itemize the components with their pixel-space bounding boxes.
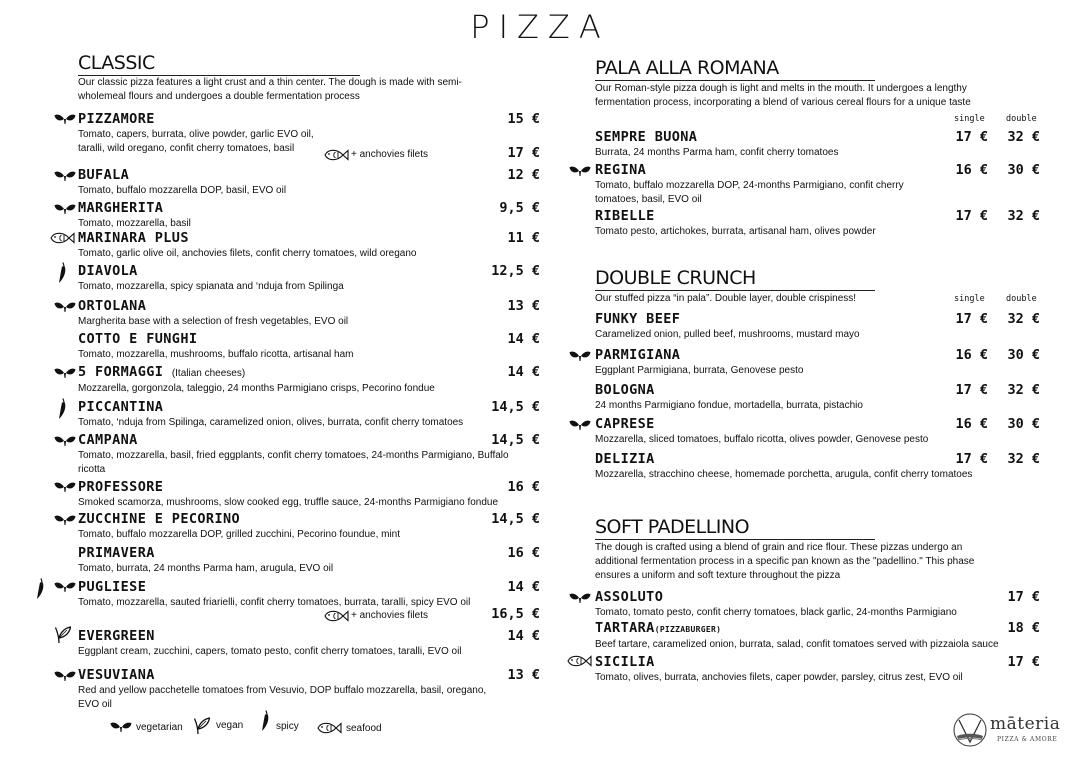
vegetarian-icon	[569, 592, 591, 604]
vegetarian-icon	[569, 350, 591, 362]
item-ingredients: Tomato, ‘nduja from Spilinga, caramelized onion, olives, burrata, confit cherry tomatoes	[78, 417, 464, 428]
item-name: PIZZAMORE	[78, 111, 155, 127]
brand-logo	[952, 712, 1067, 748]
vegetarian-icon	[54, 435, 76, 447]
legend-spicy: spicy	[276, 721, 299, 732]
item-ingredients: Caramelized onion, pulled beef, mushrooms, mustard mayo	[595, 329, 860, 340]
item-name: PRIMAVERA	[78, 545, 155, 561]
classic-section-title: CLASSIC	[78, 52, 155, 74]
seafood-icon	[323, 609, 349, 623]
padellino-section-desc: The dough is crafted using a blend of grain and rice flour. These pizzas undergo an additional fermentation process in a specific pan known as the "padellino." This phase ensures a uniform and soft texture throughout the pizza	[595, 542, 975, 581]
item-ingredients: Margherita base with a selection of fresh vegetables, EVO oil	[78, 316, 349, 327]
menu-item-bologna	[595, 382, 935, 413]
item-name: BUFALA	[78, 167, 130, 183]
vegetarian-icon	[54, 481, 76, 493]
seafood-icon	[49, 231, 75, 245]
item-name: TARTARA	[595, 620, 655, 636]
item-price-double: 32 €	[1007, 382, 1040, 398]
legend-vegan: vegan	[216, 720, 244, 731]
item-price: 12 €	[507, 167, 540, 183]
menu-item-marinara-plus	[78, 230, 498, 261]
vegetarian-icon	[110, 721, 132, 733]
logo-emblem-icon	[952, 712, 988, 748]
item-price-single: 16 €	[955, 347, 988, 363]
item-price-double: 32 €	[1007, 311, 1040, 327]
item-name: VESUVIANA	[78, 667, 155, 683]
spicy-icon	[261, 710, 271, 732]
menu-item-regina	[595, 162, 925, 207]
crunch-section-desc: Our stuffed pizza “in pala”. Double layer, double crispiness!	[595, 293, 857, 304]
vegetarian-icon	[54, 301, 76, 313]
item-price-double: 32 €	[1007, 451, 1040, 467]
item-ingredients: Tomato, mozzarella, basil, fried eggplants, confit cherry tomatoes, 24-months Parmigiano, Buffalo ricotta	[78, 450, 509, 475]
padellino-section-title: SOFT PADELLINO	[595, 516, 750, 538]
item-ingredients: Tomato, buffalo mozzarella DOP, basil, EVO oil	[78, 185, 287, 196]
item-name: FUNKY BEEF	[595, 311, 681, 327]
item-price-single: 17 €	[955, 382, 988, 398]
classic-section-desc: Our classic pizza features a light crust and a thin center. The dough is made with semi-wholemeal flours and undergoes a double fermentation process	[78, 77, 462, 102]
item-price: 14,5 €	[491, 511, 540, 527]
item-ingredients: Beef tartare, caramelized onion, burrata, salad, confit tomatoes served with pizzaiola sauce	[595, 639, 999, 650]
item-name: BOLOGNA	[595, 382, 655, 398]
padellino-title-underline	[595, 539, 875, 540]
item-extra: + anchovies filets	[351, 610, 428, 621]
item-name: DIAVOLA	[78, 263, 138, 279]
item-price: 16 €	[507, 479, 540, 495]
item-price: 17 €	[1007, 654, 1040, 670]
item-ingredients: Red and yellow pacchetelle tomatoes from Vesuvio, DOP buffalo mozzarella, basil, oregano, EVO oil	[78, 685, 487, 710]
legend-vegetarian: vegetarian	[136, 722, 183, 733]
item-price: 14 €	[507, 364, 540, 380]
item-ingredients: Tomato pesto, artichokes, burrata, artisanal ham, olives powder	[595, 226, 876, 237]
vegetarian-icon	[54, 514, 76, 526]
item-name: SEMPRE BUONA	[595, 129, 698, 145]
item-price: 13 €	[507, 298, 540, 314]
crunch-section-title: DOUBLE CRUNCH	[595, 267, 756, 289]
item-price: 17 €	[1007, 589, 1040, 605]
menu-item-bufala	[78, 167, 498, 198]
col-head-single: single	[954, 294, 985, 304]
item-name: REGINA	[595, 162, 647, 178]
item-price: 16 €	[507, 545, 540, 561]
item-ingredients: Burrata, 24 months Parma ham, confit cherry tomatoes	[595, 147, 839, 158]
item-name: SICILIA	[595, 654, 655, 670]
item-name: COTTO E FUNGHI	[78, 331, 198, 347]
item-price: 15 €	[507, 111, 540, 127]
menu-item-sempre-buona	[595, 129, 935, 160]
crunch-title-underline	[595, 290, 875, 291]
item-price-double: 30 €	[1007, 347, 1040, 363]
spicy-icon	[58, 398, 68, 420]
item-price-single: 17 €	[955, 129, 988, 145]
item-price-single: 17 €	[955, 311, 988, 327]
menu-item-parmigiana	[595, 347, 935, 378]
menu-item-ribelle	[595, 208, 935, 239]
item-name: CAMPANA	[78, 432, 138, 448]
item-name: ORTOLANA	[78, 298, 147, 314]
item-ingredients: Eggplant Parmigiana, burrata, Genovese pesto	[595, 365, 804, 376]
item-name: PARMIGIANA	[595, 347, 681, 363]
item-price-double: 30 €	[1007, 416, 1040, 432]
seafood-icon	[323, 148, 349, 162]
vegan-icon	[55, 626, 71, 644]
romana-title-underline	[595, 80, 875, 81]
item-price: 9,5 €	[499, 200, 540, 216]
item-extra-price: 17 €	[507, 145, 540, 161]
icon-legend	[108, 716, 408, 740]
col-head-single: single	[954, 114, 985, 124]
item-name-note: (PIZZABURGER)	[654, 625, 722, 634]
item-price-single: 17 €	[955, 451, 988, 467]
item-ingredients: Tomato, capers, burrata, olive powder, garlic EVO oil, taralli, wild oregano, confit cherry tomatoes, basil	[78, 129, 314, 154]
menu-item-5-formaggi	[78, 364, 498, 396]
menu-item-ortolana	[78, 298, 498, 329]
item-ingredients: Tomato, mozzarella, basil	[78, 218, 191, 229]
menu-item-sicilia	[595, 654, 995, 685]
item-name-note: (Italian cheeses)	[171, 368, 246, 379]
spicy-icon	[36, 578, 46, 600]
item-ingredients: Mozzarella, stracchino cheese, homemade porchetta, arugula, confit cherry tomatoes	[595, 469, 973, 480]
col-head-double: double	[1006, 114, 1037, 124]
item-price: 11 €	[507, 230, 540, 246]
item-ingredients: Tomato, garlic olive oil, anchovies filets, confit cherry tomatoes, wild oregano	[78, 248, 417, 259]
item-ingredients: Eggplant cream, zucchini, capers, tomato pesto, confit cherry tomatoes, taralli, EVO oil	[78, 646, 462, 657]
item-name: DELIZIA	[595, 451, 655, 467]
item-ingredients: Mozzarella, sliced tomatoes, buffalo ricotta, olives powder, Genovese pesto	[595, 434, 929, 445]
menu-item-zucchine-e-pecorino	[78, 511, 498, 542]
vegetarian-icon	[54, 203, 76, 215]
item-ingredients: Tomato, tomato pesto, confit cherry tomatoes, black garlic, 24-months Parmigiano	[595, 607, 957, 618]
item-name: RIBELLE	[595, 208, 655, 224]
item-ingredients: 24 months Parmigiano fondue, mortadella, burrata, pistachio	[595, 400, 863, 411]
menu-item-tartara	[595, 620, 1025, 652]
vegetarian-icon	[569, 165, 591, 177]
item-price: 18 €	[1007, 620, 1040, 636]
menu-item-campana	[78, 432, 528, 477]
item-name: CAPRESE	[595, 416, 655, 432]
menu-item-evergreen	[78, 628, 498, 659]
menu-item-pugliese	[78, 579, 498, 610]
item-ingredients: Tomato, buffalo mozzarella DOP, 24-months Parmigiano, confit cherry tomatoes, basil, EVO oil	[595, 180, 904, 205]
item-name: PICCANTINA	[78, 399, 164, 415]
menu-item-diavola	[78, 263, 498, 294]
vegetarian-icon	[54, 113, 76, 125]
item-price: 12,5 €	[491, 263, 540, 279]
page-title: PIZZA	[470, 8, 610, 46]
item-ingredients: Smoked scamorza, mushrooms, slow cooked egg, truffle sauce, 24-months Parmigiano fondue	[78, 497, 499, 508]
item-name: PUGLIESE	[78, 579, 147, 595]
item-price-single: 16 €	[955, 162, 988, 178]
item-name: ZUCCHINE E PECORINO	[78, 511, 241, 527]
vegetarian-icon	[54, 581, 76, 593]
logo-wordmark: māteria	[990, 714, 1061, 734]
item-name: MARINARA PLUS	[78, 230, 189, 246]
menu-item-primavera	[78, 545, 498, 576]
item-ingredients: Tomato, olives, burrata, anchovies filets, caper powder, parsley, citrus zest, EVO oil	[595, 672, 963, 683]
item-price: 14 €	[507, 628, 540, 644]
spicy-icon	[58, 262, 68, 284]
vegetarian-icon	[54, 170, 76, 182]
item-ingredients: Tomato, burrata, 24 months Parma ham, arugula, EVO oil	[78, 563, 334, 574]
seafood-icon	[316, 721, 342, 735]
menu-item-funky-beef	[595, 311, 935, 342]
menu-item-assoluto	[595, 589, 995, 620]
item-price: 13 €	[507, 667, 540, 683]
item-price-double: 32 €	[1007, 208, 1040, 224]
item-ingredients: Mozzarella, gorgonzola, taleggio, 24 months Parmigiano crisps, Pecorino fondue	[78, 383, 435, 394]
vegan-icon	[194, 717, 210, 735]
item-name: 5 FORMAGGI	[78, 364, 164, 380]
legend-seafood: seafood	[346, 723, 382, 734]
item-ingredients: Tomato, mozzarella, spicy spianata and ‘nduja from Spilinga	[78, 281, 344, 292]
item-name: PROFESSORE	[78, 479, 164, 495]
menu-item-piccantina	[78, 399, 498, 430]
logo-tagline: PIZZA & AMORE	[997, 736, 1058, 743]
item-ingredients: Tomato, mozzarella, mushrooms, buffalo ricotta, artisanal ham	[78, 349, 354, 360]
vegetarian-icon	[54, 670, 76, 682]
item-name: MARGHERITA	[78, 200, 164, 216]
vegetarian-icon	[54, 367, 76, 379]
menu-item-professore	[78, 479, 518, 510]
romana-section-title: PALA ALLA ROMANA	[595, 57, 779, 79]
item-price: 14,5 €	[491, 399, 540, 415]
romana-section-desc: Our Roman-style pizza dough is light and melts in the mouth. It undergoes a lengthy fermentation process, incorporating a blend of various cereal flours for a unique taste	[595, 83, 971, 108]
item-price: 14 €	[507, 331, 540, 347]
item-name: EVERGREEN	[78, 628, 155, 644]
item-price: 14,5 €	[491, 432, 540, 448]
item-price-single: 16 €	[955, 416, 988, 432]
vegetarian-icon	[569, 419, 591, 431]
item-extra: + anchovies filets	[351, 149, 428, 160]
seafood-icon	[566, 654, 592, 668]
item-extra-price: 16,5 €	[491, 606, 540, 622]
menu-item-vesuviana	[78, 667, 503, 712]
menu-item-caprese	[595, 416, 940, 447]
item-ingredients: Tomato, buffalo mozzarella DOP, grilled zucchini, Pecorino foundue, mint	[78, 529, 401, 540]
item-price-double: 32 €	[1007, 129, 1040, 145]
item-price: 14 €	[507, 579, 540, 595]
item-price-double: 30 €	[1007, 162, 1040, 178]
item-ingredients: Tomato, mozzarella, sauted friarielli, confit cherry tomatoes, burrata, taralli, spicy EVO oil	[78, 597, 471, 608]
item-price-single: 17 €	[955, 208, 988, 224]
col-head-double: double	[1006, 294, 1037, 304]
menu-item-cotto-e-funghi	[78, 331, 498, 362]
menu-item-margherita	[78, 200, 498, 231]
item-name: ASSOLUTO	[595, 589, 664, 605]
